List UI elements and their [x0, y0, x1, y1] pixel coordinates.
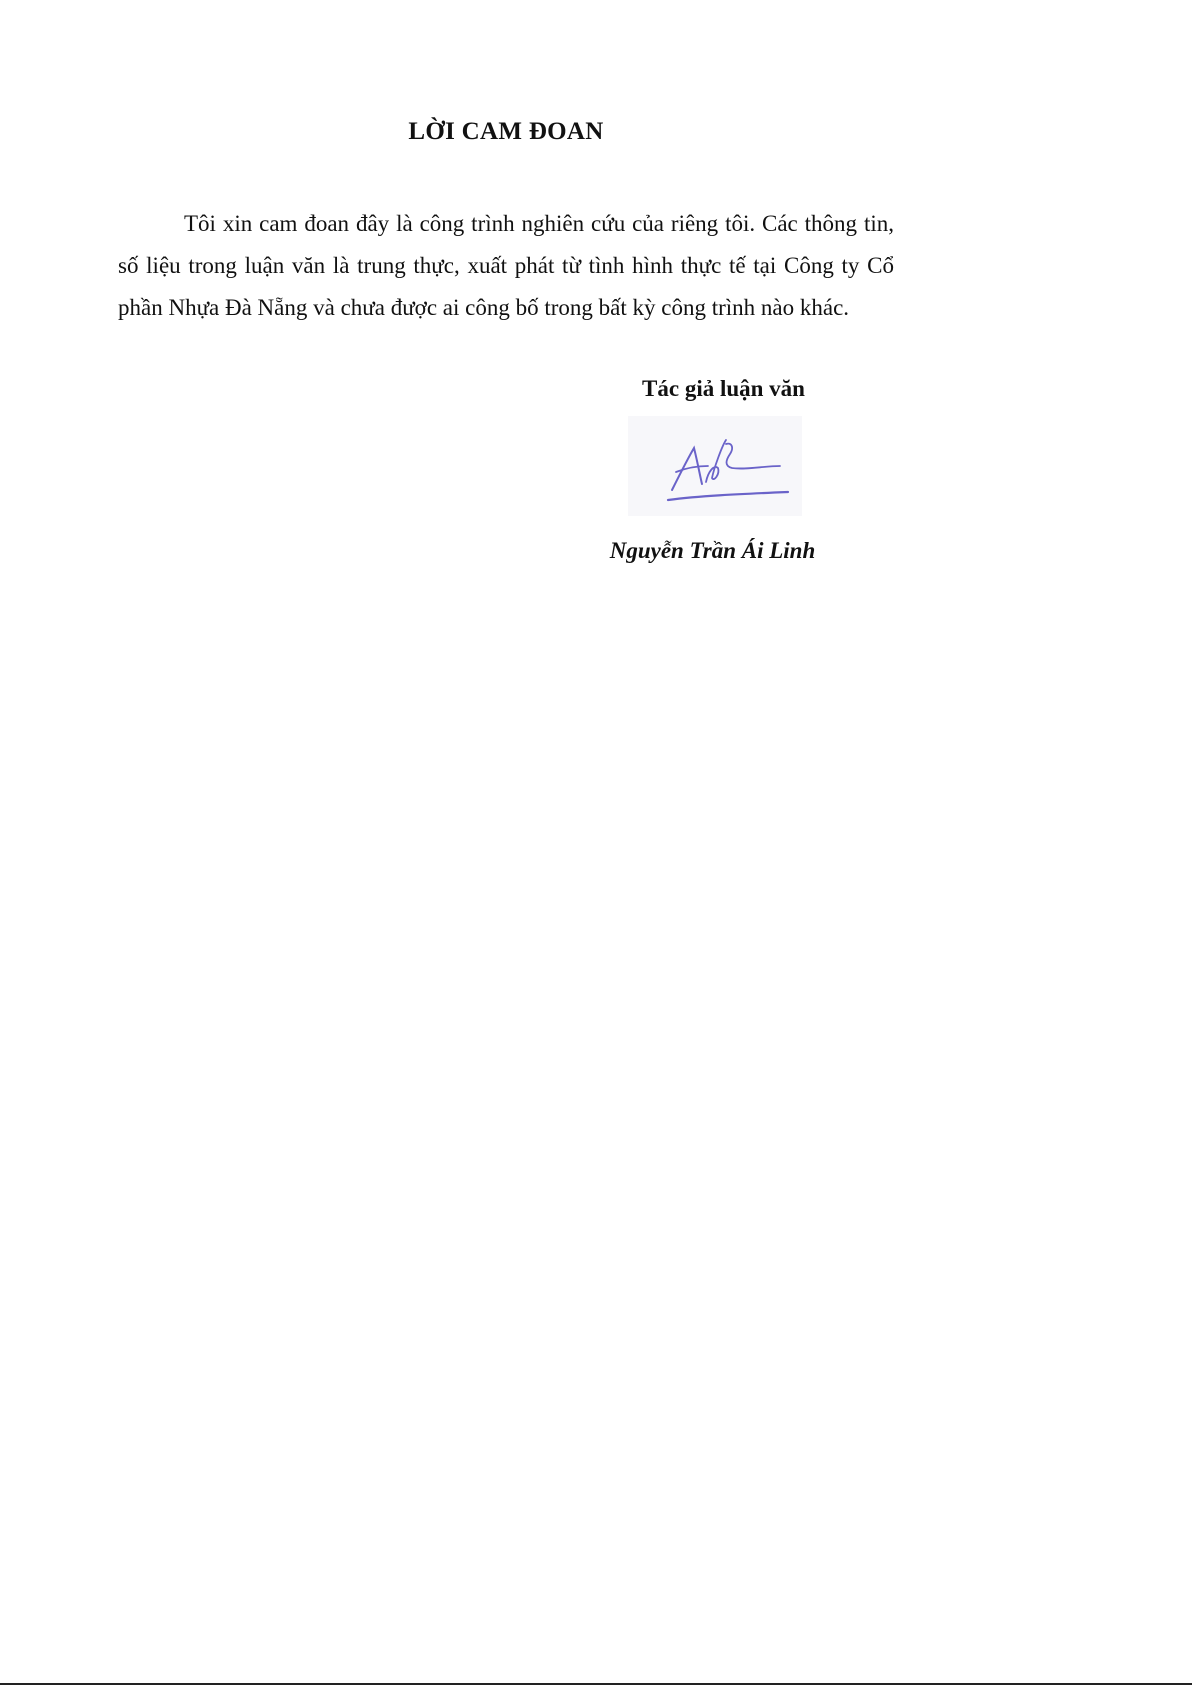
signature-role: Tác giả luận văn [642, 376, 805, 401]
signature-block [560, 376, 860, 564]
handwritten-signature [628, 416, 802, 516]
page-title: LỜI CAM ĐOAN [408, 118, 604, 145]
author-name: Nguyễn Trần Ái Linh [609, 538, 816, 563]
declaration-paragraph: Tôi xin cam đoan đây là công trình nghiên cứu của riêng tôi. Các thông tin, số liệu trong luận văn là trung thực, xuất phát từ tình hình thực tế tại Công ty Cổ phần Nhựa Đà Nẵng và chưa được ai công bố trong bất kỳ công trình nào khác. [118, 211, 894, 320]
